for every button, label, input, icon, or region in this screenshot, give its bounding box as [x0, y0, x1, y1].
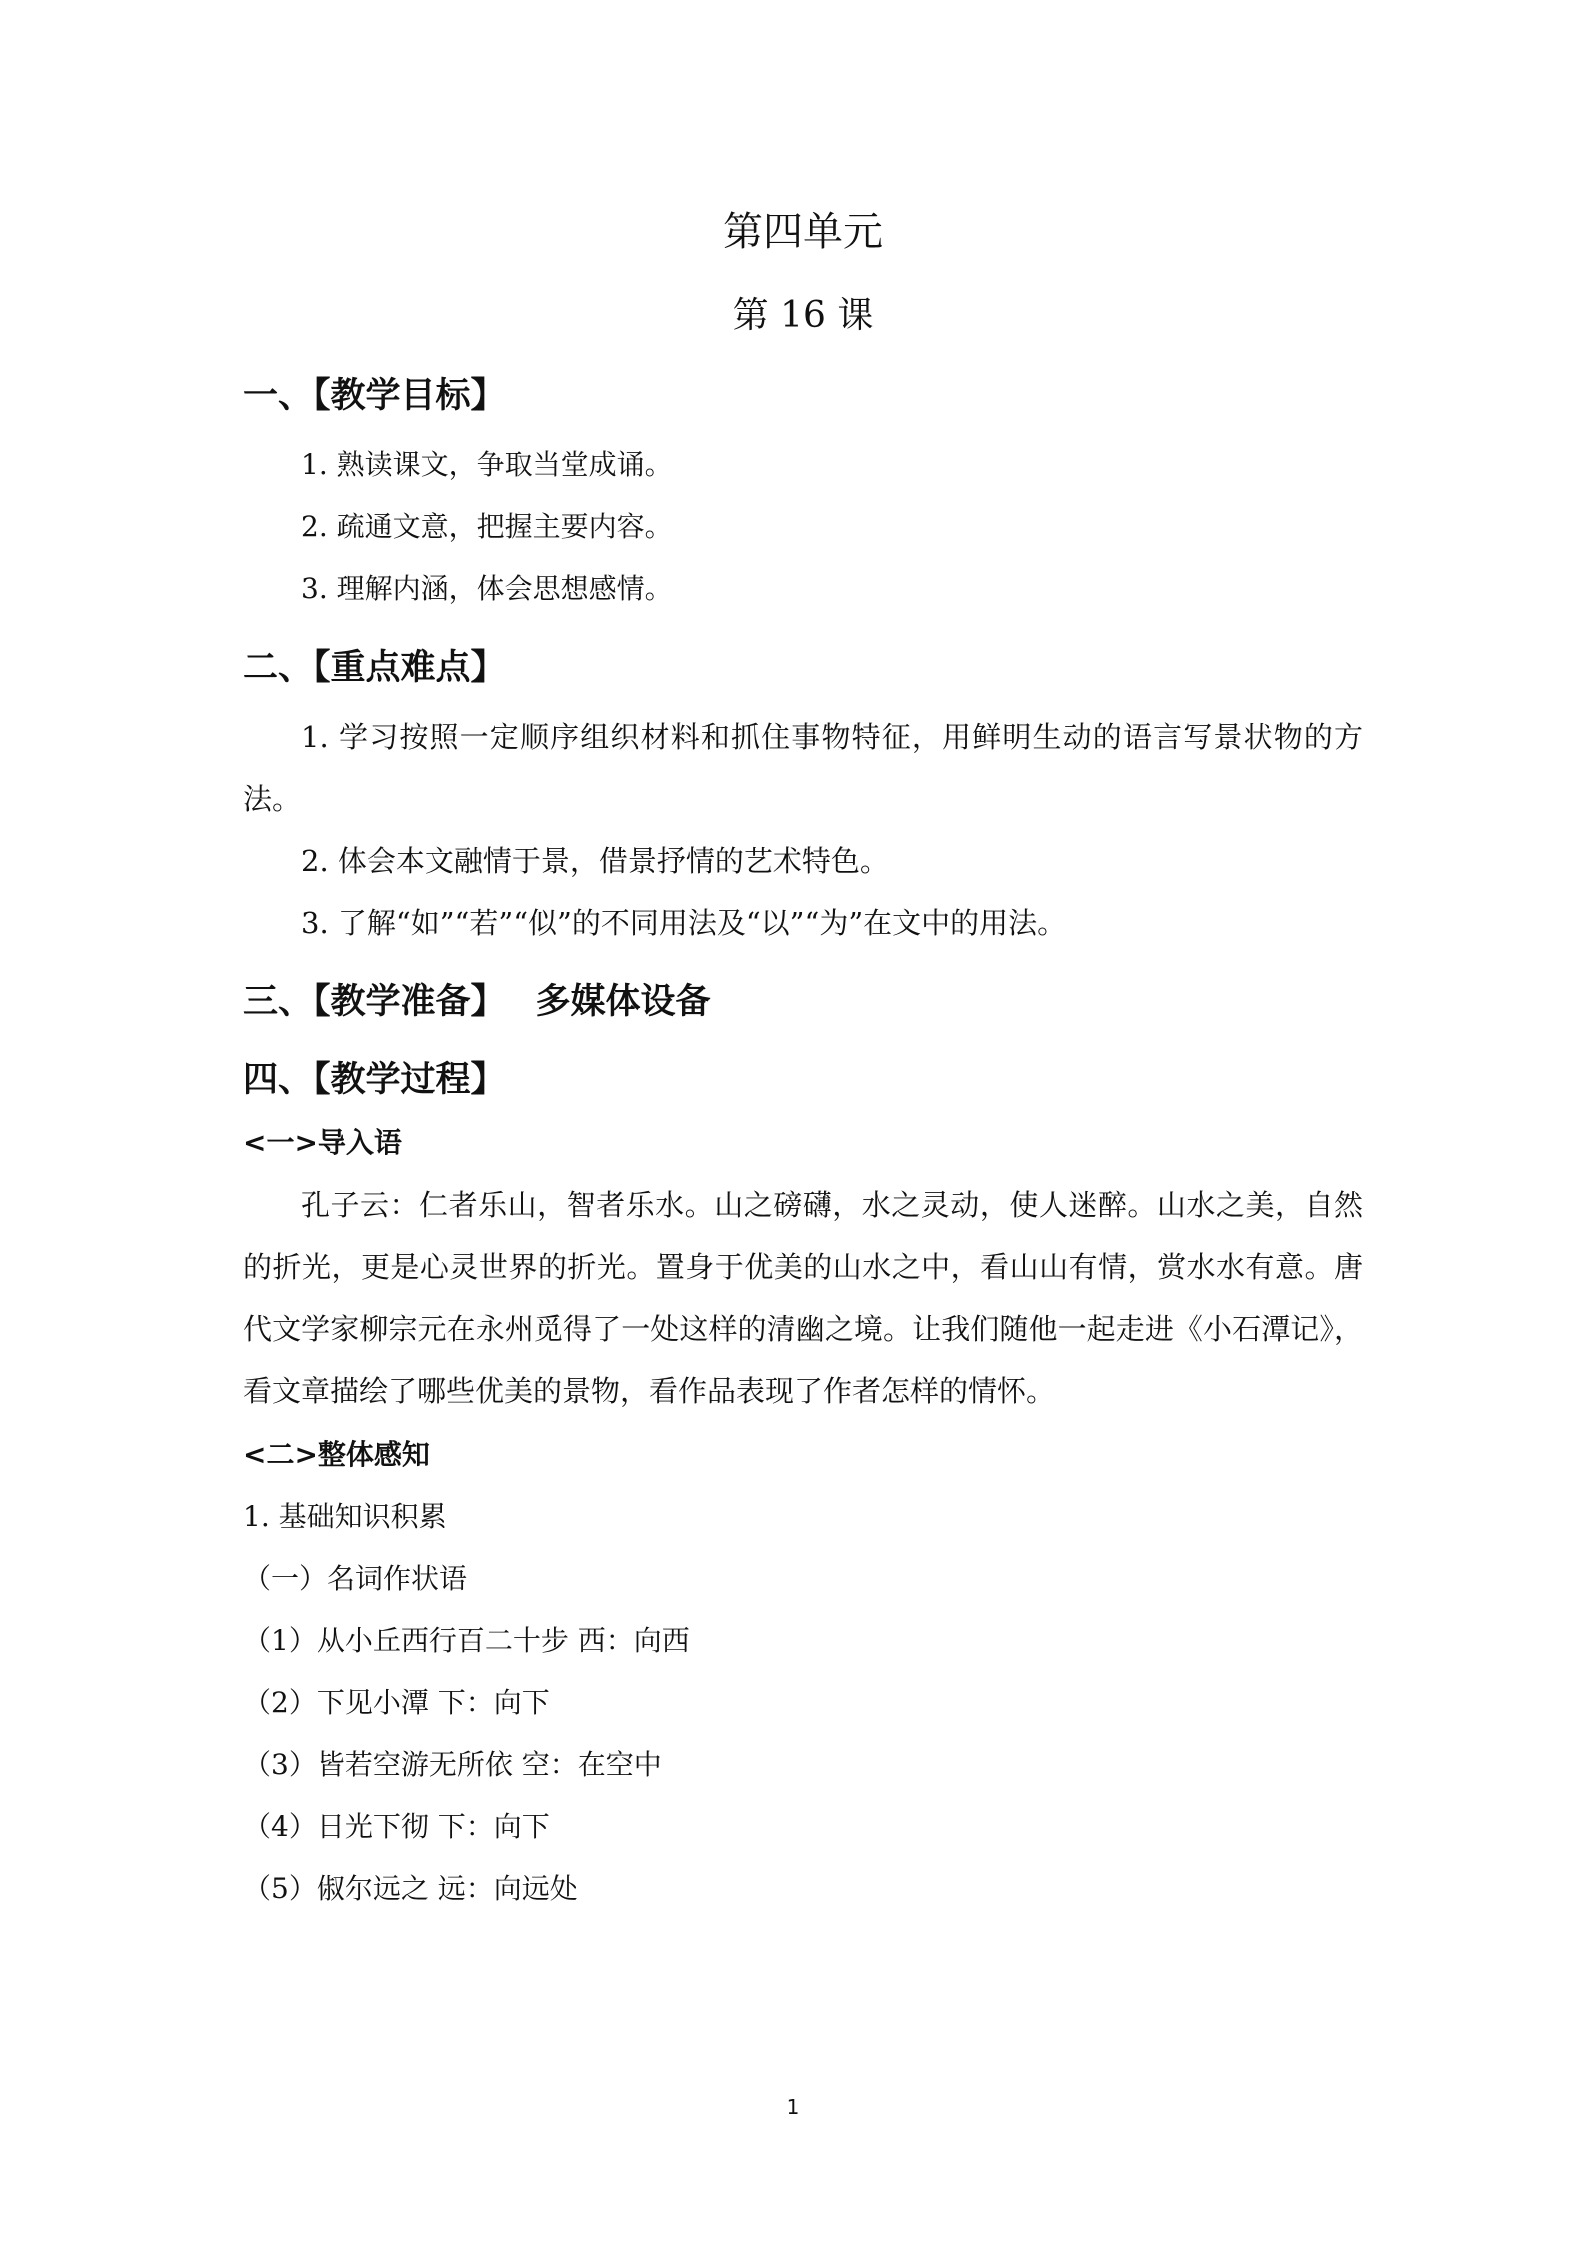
focus-item: 2. 体会本文融情于景，借景抒情的艺术特色。 [301, 844, 889, 878]
example-item: （1）从小丘西行百二十步 西：向西 [243, 1624, 690, 1657]
goal-item: 2. 疏通文意，把握主要内容。 [301, 510, 673, 543]
overview-heading: <二>整体感知 [243, 1438, 430, 1471]
lesson-title: 第 16 课 [732, 295, 874, 336]
section-heading-goals: 一、【教学目标】 [243, 376, 506, 416]
section-heading-process: 四、【教学过程】 [243, 1060, 506, 1100]
section-heading-focus: 二、【重点难点】 [243, 648, 506, 688]
prep-value: 多媒体设备 [535, 982, 711, 1022]
goal-item: 1. 熟读课文，争取当堂成诵。 [301, 448, 673, 481]
focus-item: 1. 学习按照一定顺序组织材料和抓住事物特征，用鲜明生动的语言写景状物的方法。 [243, 720, 1363, 816]
example-item: （5）俶尔远之 远：向远处 [243, 1872, 578, 1905]
prep-heading-label: 三、【教学准备】 [243, 982, 506, 1022]
document-content [243, 200, 1363, 1920]
unit-title: 第四单元 [723, 209, 883, 255]
focus-item: 3. 了解“如”“若”“似”的不同用法及“以”“为”在文中的用法。 [301, 906, 1067, 940]
overview-subheading: 1. 基础知识积累 [243, 1500, 447, 1533]
overview-category: （一）名词作状语 [243, 1562, 468, 1595]
goal-item: 3. 理解内涵，体会思想感情。 [301, 572, 673, 605]
intro-heading: <一>导入语 [243, 1126, 402, 1159]
example-item: （3）皆若空游无所依 空：在空中 [243, 1748, 662, 1781]
page-number: 1 [786, 2095, 800, 2119]
intro-paragraph: 孔子云：仁者乐山，智者乐水。山之磅礴，水之灵动，使人迷醉。山水之美，自然的折光，更是心灵世界的折光。置身于优美的山水之中，看山山有情，赏水水有意。唐代文学家柳宗元在永州觅得了一处这样的清幽之境。让我们随他一起走进《小石潭记》，看文章描绘了哪些优美的景物，看作品表现了作者怎样的情怀。 [243, 1188, 1363, 1408]
example-item: （4）日光下彻 下：向下 [243, 1810, 550, 1843]
example-item: （2）下见小潭 下：向下 [243, 1686, 550, 1719]
section-heading-prep [243, 972, 1363, 1032]
